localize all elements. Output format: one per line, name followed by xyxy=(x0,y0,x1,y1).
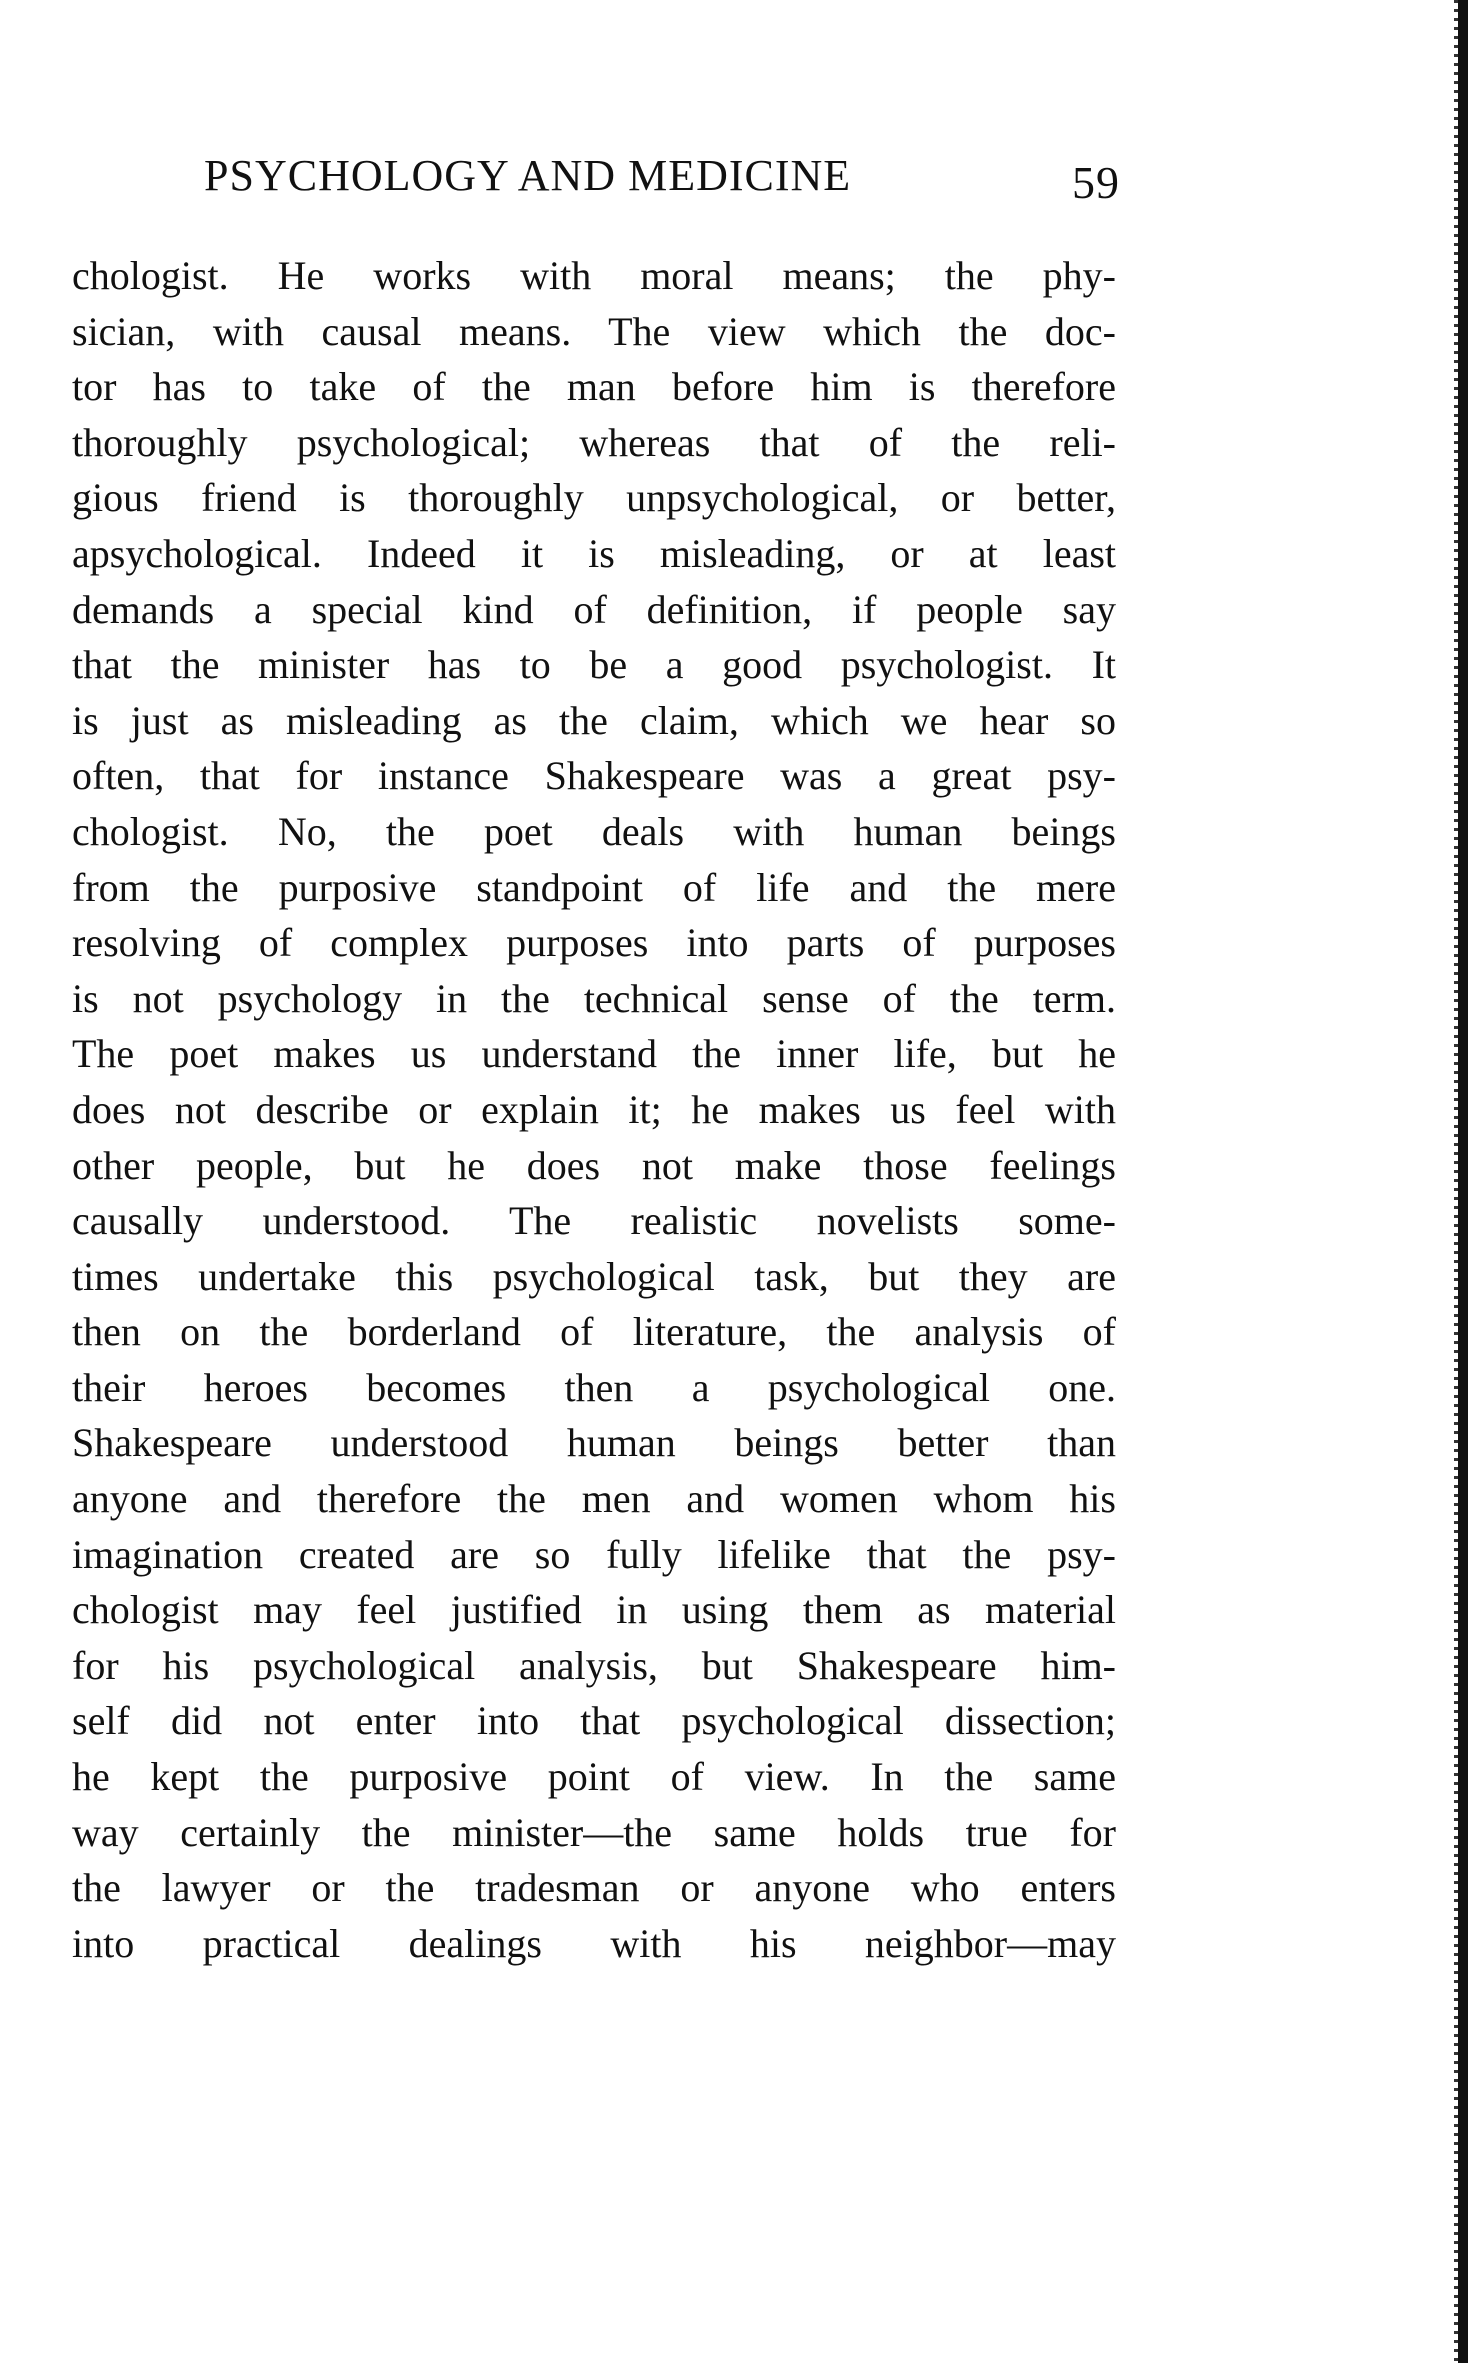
text-line: demands a special kind of definition, if people say xyxy=(72,586,1116,632)
page-edge xyxy=(1458,0,1468,2363)
text-line: for his psychological analysis, but Shakespeare him- xyxy=(72,1642,1116,1688)
running-title: PSYCHOLOGY AND MEDICINE xyxy=(204,151,852,200)
text-line: apsychological. Indeed it is misleading, or at least xyxy=(72,530,1116,576)
running-header xyxy=(200,150,1120,210)
text-line: the lawyer or the tradesman or anyone who enters xyxy=(72,1865,1116,1911)
text-line: causally understood. The realistic novelists some- xyxy=(72,1198,1116,1244)
text-line: their heroes becomes then a psychological one. xyxy=(72,1364,1116,1410)
text-line: resolving of complex purposes into parts of purposes xyxy=(72,920,1116,966)
text-line: Shakespeare understood human beings better than xyxy=(72,1420,1116,1466)
page-number: 59 xyxy=(1072,157,1120,208)
text-line: thoroughly psychological; whereas that of the reli- xyxy=(72,419,1116,465)
text-line: is not psychology in the technical sense of the term. xyxy=(72,975,1116,1021)
text-line: anyone and therefore the men and women whom his xyxy=(72,1476,1116,1522)
text-line: other people, but he does not make those feelings xyxy=(72,1142,1116,1188)
text-line: chologist. No, the poet deals with human beings xyxy=(72,808,1116,854)
text-line: sician, with causal means. The view which the doc- xyxy=(72,308,1116,354)
text-line: self did not enter into that psychological dissection; xyxy=(72,1698,1116,1744)
text-line: way certainly the minister—the same holds true for xyxy=(72,1809,1116,1855)
text-line: into practical dealings with his neighbor—may xyxy=(72,1920,1116,1966)
text-line: imagination created are so fully lifelike that the psy- xyxy=(72,1531,1116,1577)
text-line: is just as misleading as the claim, which we hear so xyxy=(72,697,1116,743)
body-text xyxy=(72,248,1116,1971)
text-line: tor has to take of the man before him is therefore xyxy=(72,364,1116,410)
text-line: from the purposive standpoint of life and the mere xyxy=(72,864,1116,910)
text-line: then on the borderland of literature, the analysis of xyxy=(72,1309,1116,1355)
text-line: times undertake this psychological task, but they are xyxy=(72,1253,1116,1299)
text-line: he kept the purposive point of view. In the same xyxy=(72,1754,1116,1800)
text-line: chologist. He works with moral means; the phy- xyxy=(72,253,1116,298)
text-line: often, that for instance Shakespeare was a great psy- xyxy=(72,753,1116,799)
text-line: chologist may feel justified in using them as material xyxy=(72,1587,1116,1633)
text-line: does not describe or explain it; he makes us feel with xyxy=(72,1086,1116,1132)
text-line: gious friend is thoroughly unpsychological, or better, xyxy=(72,475,1116,521)
text-line: The poet makes us understand the inner life, but he xyxy=(72,1031,1116,1077)
text-line: that the minister has to be a good psychologist. It xyxy=(72,642,1116,688)
